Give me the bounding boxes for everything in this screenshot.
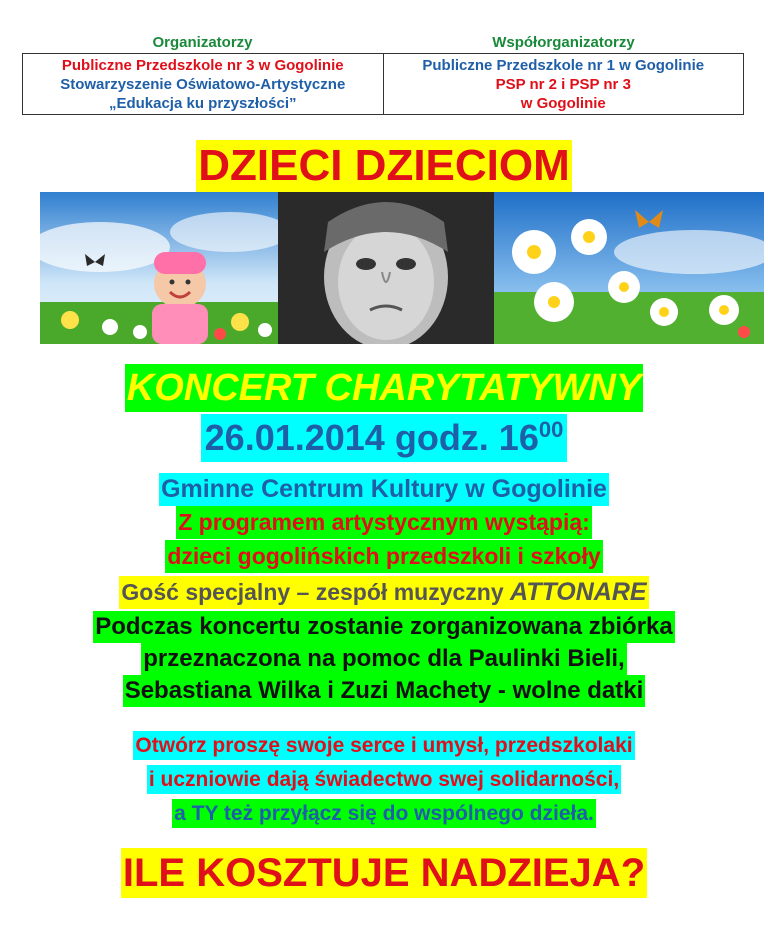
footer-slogan: ILE KOSZTUJE NADZIEJA? [121, 848, 647, 898]
collection-text: Sebastiana Wilka i Zuzi Machety - wolne datki [123, 675, 646, 707]
special-guest-band: ATTONARE [510, 578, 647, 606]
coorganizer-line: Publiczne Przedszkole nr 1 w Gogolinie [422, 56, 705, 74]
appeal-text: i uczniowie dają świadectwo swej solidarności, [147, 765, 621, 794]
organizer-line: Stowarzyszenie Oświatowo-Artystyczne [60, 75, 346, 93]
venue-line [0, 473, 768, 506]
coorganizers-header: Współorganizatorzy [492, 34, 635, 51]
child-portrait-drawing [278, 192, 494, 344]
program-line-2 [0, 540, 768, 573]
appeal-line-2 [0, 765, 768, 794]
concert-date [201, 414, 568, 462]
appeal-line-3 [0, 799, 768, 828]
collection-line-2 [0, 643, 768, 675]
organizer-line: Publiczne Przedszkole nr 3 w Gogolinie [61, 56, 344, 74]
title-line [0, 140, 768, 192]
program-text: Z programem artystycznym wystąpią: [176, 506, 592, 539]
program-line-1 [0, 506, 768, 539]
guest-line [0, 576, 768, 609]
appeal-text: Otwórz proszę swoje serce i umysł, przedszkolaki [133, 731, 634, 760]
concert-venue: Gminne Centrum Kultury w Gogolinie [159, 473, 609, 506]
coorganizer-line: PSP nr 2 i PSP nr 3 [495, 75, 631, 93]
appeal-text: a TY też przyłącz się do wspólnego dzieła. [172, 799, 596, 828]
special-guest-label: Gość specjalny – zespół muzyczny [121, 579, 511, 605]
collection-text: Podczas koncertu zostanie zorganizowana zbiórka [93, 611, 674, 643]
concert-time-minutes: 00 [538, 417, 564, 442]
organizer-line: „Edukacja ku przyszłości” [108, 94, 297, 112]
organizers-header: Organizatorzy [152, 34, 253, 51]
program-text: dzieci gogolińskich przedszkoli i szkoły [165, 540, 602, 573]
daisy-meadow-photo [494, 192, 764, 344]
coorganizers-column [383, 54, 744, 114]
date-line [0, 414, 768, 462]
collection-line-1 [0, 611, 768, 643]
collection-line-3 [0, 675, 768, 707]
baby-meadow-photo [40, 192, 278, 344]
footer-line [0, 848, 768, 898]
organizers-column [23, 54, 383, 114]
photo-strip [40, 192, 766, 344]
coorganizer-line: w Gogolinie [520, 94, 606, 112]
poster-title: DZIECI DZIECIOM [198, 141, 570, 190]
special-guest [119, 576, 648, 609]
concert-line [0, 364, 768, 412]
concert-date-text: 26.01.2014 godz. 16 [204, 417, 539, 458]
collection-text: przeznaczona na pomoc dla Paulinki Bieli, [141, 643, 626, 675]
concert-name: KONCERT CHARYTATYWNY [125, 364, 643, 412]
appeal-line-1 [0, 731, 768, 760]
organizers-table [22, 53, 744, 115]
